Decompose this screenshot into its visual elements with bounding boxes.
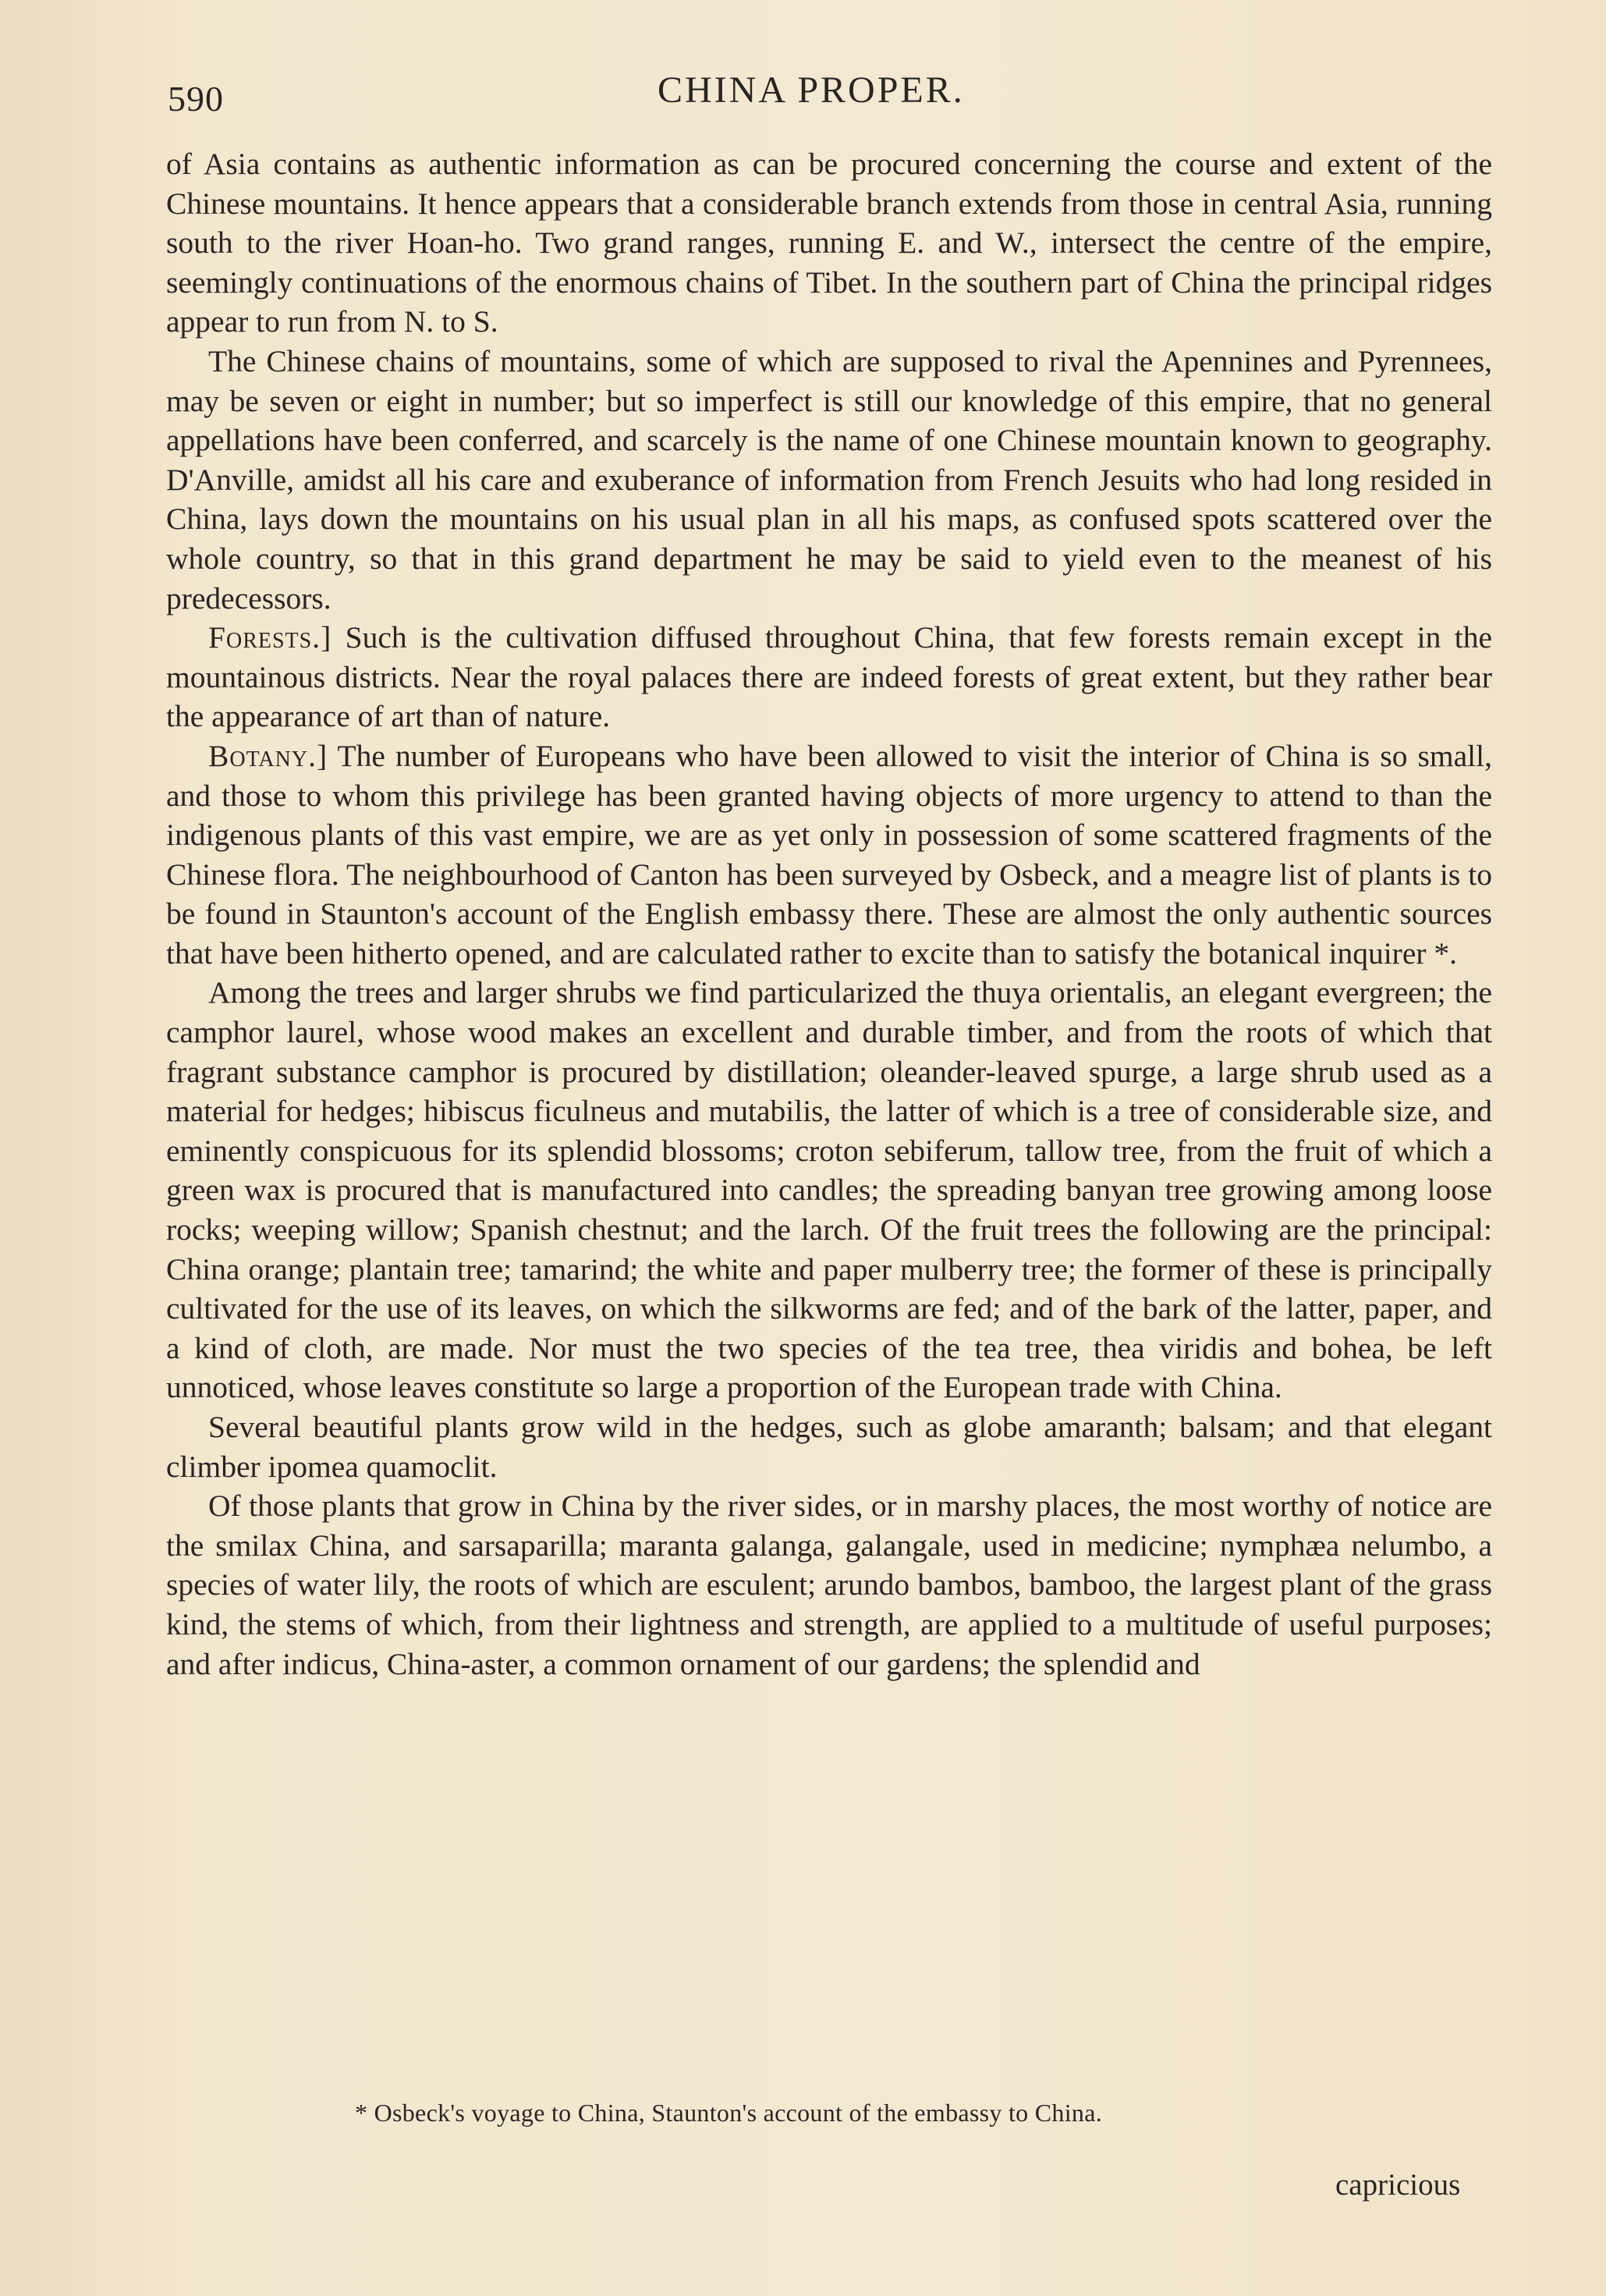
- page-number: 590: [168, 79, 224, 119]
- body-text: [166, 144, 1492, 1684]
- running-title: CHINA PROPER.: [658, 69, 965, 111]
- paragraph-text: of Asia contains as authentic information as can be procured concerning the course and extent of the Chinese mountains. It hence appears that a considerable branch extends from those in central Asia, running south to the river Hoan-ho. Two grand ranges, running E. and W., intersect the centre of the empire, seemingly continuations of the enormous chains of Tibet. In the southern part of China the principal ridges appear to run from N. to S.: [166, 147, 1492, 339]
- paragraph-text: Among the trees and larger shrubs we find particularized the thuya orientalis, an elegant evergreen; the camphor laurel, whose wood makes an excellent and durable timber, and from the roots of which that fragrant substance camphor is procured by distillation; oleander-leaved spurge, a large shrub used as a material for hedges; hibiscus ficulneus and mutabilis, the latter of which is a tree of considerable size, and eminently conspicuous for its splendid blossoms; croton sebiferum, tallow tree, from the fruit of which a green wax is procured that is manufactured into candles; the spreading banyan tree growing among loose rocks; weeping willow; Spanish chestnut; and the larch. Of the fruit trees the following are the principal: China orange; plantain tree; tamarind; the white and paper mulberry tree; the former of these is principally cultivated for the use of its leaves, on which the silkworms are fed; and of the bark of the latter, paper, and a kind of cloth, are made. Nor must the two species of the tea tree, thea viridis and bohea, be left unnoticed, whose leaves constitute so large a proportion of the European trade with China.: [166, 975, 1492, 1405]
- running-head: [168, 69, 1494, 119]
- paragraph-text: The number of Europeans who have been allowed to visit the interior of China is so small, and those to whom this privilege has been granted having objects of more urgency to attend to than the indigenous plants of this vast empire, we are as yet only in possession of some scattered fragments of the Chinese flora. The neighbourhood of Canton has been surveyed by Osbeck, and a meagre list of plants is to be found in Staunton's account of the English embassy there. These are almost the only authentic sources that have been hitherto opened, and are calculated rather to excite than to satisfy the botanical inquirer *.: [166, 738, 1492, 971]
- footnote: * Osbeck's voyage to China, Staunton's account of the embassy to China.: [355, 2099, 1103, 2127]
- paragraph-trees-shrubs: [166, 973, 1492, 1407]
- section-head-forests: Forests.]: [208, 620, 332, 655]
- paragraph-text: Of those plants that grow in China by the river sides, or in marshy places, the most worthy of notice are the smilax China, and sarsaparilla; maranta galanga, galangale, used in medicine; nymphæa nelumbo, a species of water lily, the roots of which are esculent; arundo bambos, bamboo, the largest plant of the grass kind, the stems of which, from their lightness and strength, are applied to a multitude of useful purposes; and after indicus, China-aster, a common ornament of our gardens; the splendid and: [166, 1489, 1492, 1681]
- paragraph-mountains-continued: [166, 144, 1492, 342]
- paragraph-text: Such is the cultivation diffused throughout China, that few forests remain except in the mountainous districts. Near the royal palaces there are indeed forests of great extent, but they rather bear the appearance of art than of nature.: [166, 620, 1492, 734]
- paragraph-forests: [166, 618, 1492, 736]
- paragraph-hedge-plants: [166, 1407, 1492, 1486]
- section-head-botany: Botany.]: [208, 738, 328, 773]
- paragraph-river-plants: [166, 1486, 1492, 1684]
- paragraph-botany: [166, 736, 1492, 974]
- catchword: capricious: [1335, 2168, 1461, 2202]
- paragraph-mountain-chains: [166, 342, 1492, 618]
- paragraph-text: Several beautiful plants grow wild in the hedges, such as globe amaranth; balsam; and that elegant climber ipomea quamoclit.: [166, 1410, 1492, 1484]
- paragraph-text: The Chinese chains of mountains, some of which are supposed to rival the Apennines and Pyrennees, may be seven or eight in number; but so imperfect is still our knowledge of this empire, that no general appellations have been conferred, and scarcely is the name of one Chinese mountain known to geography. D'Anville, amidst all his care and exuberance of information from French Jesuits who had long resided in China, lays down the mountains on his usual plan in all his maps, as confused spots scattered over the whole country, so that in this grand department he may be said to yield even to the meanest of his predecessors.: [166, 343, 1492, 616]
